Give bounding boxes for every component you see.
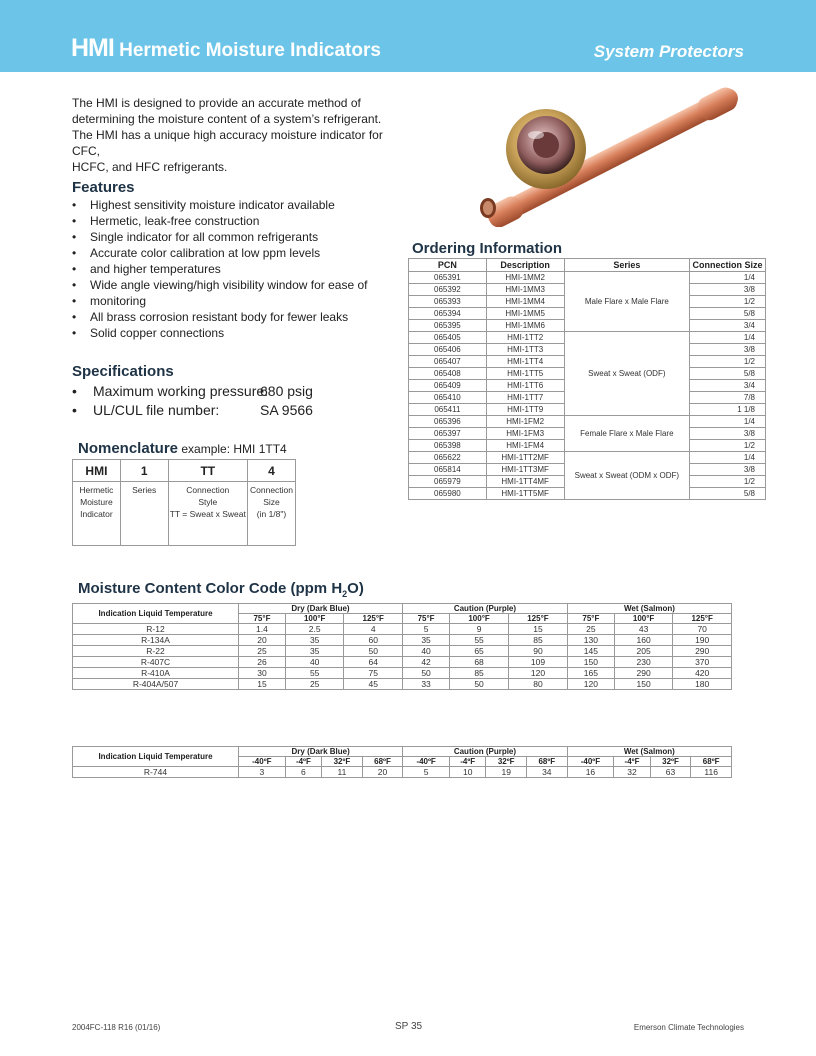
order-connection-size: 3/8 <box>690 428 766 440</box>
order-pcn: 065410 <box>409 392 487 404</box>
moisture-group-header: Dry (Dark Blue) <box>239 747 403 757</box>
moisture-ppm-value: 64 <box>344 657 403 668</box>
spec-value: 680 psig <box>260 383 313 399</box>
spec-label: Maximum working pressure: <box>93 383 269 399</box>
moisture-group-header: Wet (Salmon) <box>567 747 731 757</box>
order-description: HMI-1TT3 <box>486 344 564 356</box>
moisture-ppm-value: 230 <box>614 657 673 668</box>
moisture-ppm-value: 180 <box>673 679 732 690</box>
nom-desc: Series <box>120 482 168 546</box>
moisture-ppm-value: 290 <box>673 646 732 657</box>
order-description: HMI-1MM3 <box>486 284 564 296</box>
ordering-heading: Ordering Information <box>412 240 562 257</box>
moisture-ppm-value: 11 <box>322 767 363 778</box>
moisture-ppm-value: 85 <box>450 668 509 679</box>
specifications-list <box>72 382 352 420</box>
order-description: HMI-1TT2 <box>486 332 564 344</box>
moisture-ppm-value: 65 <box>450 646 509 657</box>
order-row <box>409 416 766 428</box>
spec-label: UL/CUL file number: <box>93 402 220 418</box>
moisture-ppm-value: 85 <box>509 635 568 646</box>
order-description: HMI-1MM4 <box>486 296 564 308</box>
moisture-ppm-value: 34 <box>527 767 568 778</box>
order-pcn: 065392 <box>409 284 487 296</box>
moisture-ppm-value: 90 <box>509 646 568 657</box>
feature-item: • Solid copper connections <box>72 325 372 341</box>
feature-item: • Hermetic, leak-free construction <box>72 213 372 229</box>
nom-header: HMI <box>73 460 121 482</box>
refrigerant-name: R-410A <box>73 668 239 679</box>
moisture-group-header: Dry (Dark Blue) <box>239 604 403 614</box>
moisture-temp-header: 100°F <box>614 614 673 624</box>
order-connection-size: 3/4 <box>690 380 766 392</box>
order-description: HMI-1TT3MF <box>486 464 564 476</box>
moisture-ppm-value: 68 <box>450 657 509 668</box>
spec-row: • UL/CUL file number: SA 9566 <box>72 402 313 418</box>
moisture-temp-header: 32ºF <box>650 757 691 767</box>
order-connection-size: 1/2 <box>690 296 766 308</box>
moisture-ppm-value: 45 <box>344 679 403 690</box>
moisture-ppm-value: 160 <box>614 635 673 646</box>
nomenclature-example: example: HMI 1TT4 <box>178 442 287 456</box>
moisture-temp-header: -40ºF <box>239 757 286 767</box>
moisture-temp-header: -4ºF <box>614 757 650 767</box>
order-connection-size: 5/8 <box>690 488 766 500</box>
order-pcn: 065622 <box>409 452 487 464</box>
moisture-temp-header: -40ºF <box>567 757 614 767</box>
moisture-temp-header: 32ºF <box>322 757 363 767</box>
moisture-ppm-value: 35 <box>285 646 344 657</box>
footer-company: Emerson Climate Technologies <box>633 1023 744 1032</box>
order-description: HMI-1MM6 <box>486 320 564 332</box>
moisture-row <box>73 646 732 657</box>
ordering-table <box>408 258 766 500</box>
moisture-ppm-value: 70 <box>673 624 732 635</box>
moisture-heading: Moisture Content Color Code (ppm $H_2O$) <box>78 580 364 599</box>
refrigerant-name: R-407C <box>73 657 239 668</box>
moisture-ppm-value: 35 <box>285 635 344 646</box>
order-row <box>409 332 766 344</box>
order-pcn: 065391 <box>409 272 487 284</box>
order-connection-size: 1/4 <box>690 272 766 284</box>
order-connection-size: 5/8 <box>690 368 766 380</box>
section-name: System Protectors <box>593 42 744 61</box>
order-pcn: 065408 <box>409 368 487 380</box>
moisture-ppm-value: 50 <box>450 679 509 690</box>
moisture-ppm-value: 25 <box>285 679 344 690</box>
moisture-group-header-row <box>73 604 732 614</box>
moisture-ppm-value: 145 <box>567 646 614 657</box>
nom-desc: Connection Style TT = Sweat x Sweat <box>168 482 248 546</box>
moisture-ppm-value: 20 <box>362 767 403 778</box>
order-description: HMI-1TT7 <box>486 392 564 404</box>
order-pcn: 065406 <box>409 344 487 356</box>
order-pcn: 065396 <box>409 416 487 428</box>
order-pcn: 065398 <box>409 440 487 452</box>
order-header: PCN <box>409 259 487 272</box>
moisture-ppm-value: 120 <box>567 679 614 690</box>
moisture-group-header: Caution (Purple) <box>403 747 567 757</box>
order-description: HMI-1FM2 <box>486 416 564 428</box>
page-title: HMI Hermetic Moisture Indicators <box>71 34 381 62</box>
moisture-ppm-value: 25 <box>567 624 614 635</box>
moisture-ppm-value: 35 <box>402 635 449 646</box>
moisture-temp-header: 32ºF <box>486 757 527 767</box>
order-description: HMI-1TT5MF <box>486 488 564 500</box>
footer-doc-number: 2004FC-118 R16 (01/16) <box>72 1023 161 1032</box>
moisture-table-standard <box>72 603 732 690</box>
features-list <box>72 197 372 341</box>
order-series: Sweat x Sweat (ODM x ODF) <box>564 452 690 500</box>
order-pcn: 065395 <box>409 320 487 332</box>
order-connection-size: 3/4 <box>690 320 766 332</box>
order-connection-size: 3/8 <box>690 344 766 356</box>
moisture-ppm-value: 1.4 <box>239 624 286 635</box>
order-pcn: 065397 <box>409 428 487 440</box>
moisture-temp-header: 125°F <box>509 614 568 624</box>
moisture-ppm-value: 5 <box>402 624 449 635</box>
order-row <box>409 272 766 284</box>
moisture-ppm-value: 2.5 <box>285 624 344 635</box>
moisture-indicator-product-image <box>478 87 748 227</box>
nom-header: 1 <box>120 460 168 482</box>
intro-text: The HMI is designed to provide an accurate method of determining the moisture content of a system’s refrigerant. The HMI has a unique high accuracy moisture indicator for CFC, HCFC, and HFC refrigerants. <box>72 96 383 174</box>
moisture-temp-header: 100°F <box>285 614 344 624</box>
order-description: HMI-1TT2MF <box>486 452 564 464</box>
order-pcn: 065411 <box>409 404 487 416</box>
refrigerant-name: R-134A <box>73 635 239 646</box>
order-pcn: 065394 <box>409 308 487 320</box>
moisture-temp-header: 125°F <box>344 614 403 624</box>
order-pcn: 065814 <box>409 464 487 476</box>
moisture-ppm-value: 116 <box>691 767 732 778</box>
moisture-ppm-value: 40 <box>285 657 344 668</box>
order-pcn: 065979 <box>409 476 487 488</box>
moisture-temp-header: 68ºF <box>527 757 568 767</box>
order-description: HMI-1TT4 <box>486 356 564 368</box>
feature-item: • Accurate color calibration at low ppm levels <box>72 245 372 261</box>
feature-item-continuation: • monitoring <box>72 293 372 309</box>
order-description: HMI-1TT9 <box>486 404 564 416</box>
order-connection-size: 5/8 <box>690 308 766 320</box>
moisture-ppm-value: 370 <box>673 657 732 668</box>
moisture-temp-header: 75°F <box>239 614 286 624</box>
order-pcn: 065980 <box>409 488 487 500</box>
moisture-ppm-value: 10 <box>449 767 485 778</box>
moisture-ppm-value: 165 <box>567 668 614 679</box>
order-series: Male Flare x Male Flare <box>564 272 690 332</box>
moisture-ppm-value: 150 <box>614 679 673 690</box>
order-pcn: 065405 <box>409 332 487 344</box>
order-description: HMI-1MM2 <box>486 272 564 284</box>
moisture-temp-header: 75°F <box>402 614 449 624</box>
order-description: HMI-1TT5 <box>486 368 564 380</box>
moisture-ppm-value: 33 <box>402 679 449 690</box>
moisture-ppm-value: 205 <box>614 646 673 657</box>
order-series: Sweat x Sweat (ODF) <box>564 332 690 416</box>
moisture-ppm-value: 16 <box>567 767 614 778</box>
moisture-corner-header: Indication Liquid Temperature <box>73 747 239 767</box>
spec-value: SA 9566 <box>260 402 313 418</box>
order-connection-size: 7/8 <box>690 392 766 404</box>
feature-item: • Highest sensitivity moisture indicator available <box>72 197 372 213</box>
nomenclature-heading: Nomenclature example: HMI 1TT4 <box>78 440 287 457</box>
moisture-corner-header: Indication Liquid Temperature <box>73 604 239 624</box>
nomenclature-table <box>72 459 296 546</box>
order-connection-size: 3/8 <box>690 284 766 296</box>
moisture-ppm-value: 190 <box>673 635 732 646</box>
moisture-ppm-value: 109 <box>509 657 568 668</box>
moisture-temp-header: 68ºF <box>362 757 403 767</box>
order-connection-size: 3/8 <box>690 464 766 476</box>
moisture-ppm-value: 75 <box>344 668 403 679</box>
order-connection-size: 1/2 <box>690 440 766 452</box>
moisture-ppm-value: 3 <box>239 767 286 778</box>
moisture-ppm-value: 80 <box>509 679 568 690</box>
moisture-temp-header: 75°F <box>567 614 614 624</box>
order-header: Description <box>486 259 564 272</box>
feature-item: • All brass corrosion resistant body for fewer leaks <box>72 309 372 325</box>
nom-desc: Connection Size (in 1/8") <box>248 482 296 546</box>
order-connection-size: 1/4 <box>690 452 766 464</box>
moisture-ppm-value: 32 <box>614 767 650 778</box>
moisture-temp-header: -40ºF <box>403 757 450 767</box>
moisture-ppm-value: 9 <box>450 624 509 635</box>
order-connection-size: 1/2 <box>690 356 766 368</box>
page-header <box>0 0 816 72</box>
moisture-ppm-value: 25 <box>239 646 286 657</box>
moisture-table-r744 <box>72 746 732 778</box>
order-description: HMI-1TT6 <box>486 380 564 392</box>
refrigerant-name: R-744 <box>73 767 239 778</box>
specifications-heading: Specifications <box>72 363 174 380</box>
order-header: Connection Size <box>690 259 766 272</box>
moisture-ppm-value: 60 <box>344 635 403 646</box>
refrigerant-name: R-404A/507 <box>73 679 239 690</box>
moisture-ppm-value: 420 <box>673 668 732 679</box>
moisture-ppm-value: 6 <box>285 767 321 778</box>
moisture-temp-header: 68ºF <box>691 757 732 767</box>
moisture-row <box>73 668 732 679</box>
moisture-temp-header: -4ºF <box>449 757 485 767</box>
nom-desc: Hermetic Moisture Indicator <box>73 482 121 546</box>
moisture-ppm-value: 4 <box>344 624 403 635</box>
order-connection-size: 1/2 <box>690 476 766 488</box>
moisture-ppm-value: 120 <box>509 668 568 679</box>
order-series: Female Flare x Male Flare <box>564 416 690 452</box>
moisture-ppm-value: 15 <box>239 679 286 690</box>
refrigerant-name: R-22 <box>73 646 239 657</box>
moisture-ppm-value: 290 <box>614 668 673 679</box>
moisture-ppm-value: 55 <box>285 668 344 679</box>
features-heading: Features <box>72 179 135 196</box>
moisture-ppm-value: 130 <box>567 635 614 646</box>
moisture-temp-header: 100°F <box>450 614 509 624</box>
moisture-temp-header: 125°F <box>673 614 732 624</box>
moisture-temp-header: -4ºF <box>285 757 321 767</box>
order-row <box>409 452 766 464</box>
feature-item: • Wide angle viewing/high visibility window for ease of <box>72 277 372 293</box>
moisture-row <box>73 635 732 646</box>
moisture-row <box>73 624 732 635</box>
moisture-row <box>73 679 732 690</box>
moisture-ppm-value: 30 <box>239 668 286 679</box>
order-connection-size: 1/4 <box>690 332 766 344</box>
moisture-ppm-value: 20 <box>239 635 286 646</box>
moisture-ppm-value: 40 <box>402 646 449 657</box>
moisture-row <box>73 767 732 778</box>
order-pcn: 065393 <box>409 296 487 308</box>
moisture-ppm-value: 19 <box>486 767 527 778</box>
moisture-group-header: Caution (Purple) <box>402 604 567 614</box>
moisture-group-header-row <box>73 747 732 757</box>
order-description: HMI-1FM3 <box>486 428 564 440</box>
moisture-ppm-value: 42 <box>402 657 449 668</box>
moisture-ppm-value: 15 <box>509 624 568 635</box>
nom-header: TT <box>168 460 248 482</box>
order-description: HMI-1FM4 <box>486 440 564 452</box>
order-connection-size: 1/4 <box>690 416 766 428</box>
moisture-ppm-value: 26 <box>239 657 286 668</box>
nom-header: 4 <box>248 460 296 482</box>
order-connection-size: 1 1/8 <box>690 404 766 416</box>
moisture-ppm-value: 50 <box>402 668 449 679</box>
moisture-ppm-value: 50 <box>344 646 403 657</box>
order-description: HMI-1MM5 <box>486 308 564 320</box>
moisture-row <box>73 657 732 668</box>
footer-page-number: SP 35 <box>395 1021 423 1032</box>
feature-item-continuation: • and higher temperatures <box>72 261 372 277</box>
moisture-ppm-value: 150 <box>567 657 614 668</box>
order-header: Series <box>564 259 690 272</box>
order-pcn: 065407 <box>409 356 487 368</box>
moisture-ppm-value: 5 <box>403 767 450 778</box>
moisture-group-header: Wet (Salmon) <box>567 604 731 614</box>
order-description: HMI-1TT4MF <box>486 476 564 488</box>
feature-item: • Single indicator for all common refrigerants <box>72 229 372 245</box>
refrigerant-name: R-12 <box>73 624 239 635</box>
spec-row: • Maximum working pressure: 680 psig <box>72 383 313 399</box>
moisture-ppm-value: 43 <box>614 624 673 635</box>
moisture-ppm-value: 55 <box>450 635 509 646</box>
order-pcn: 065409 <box>409 380 487 392</box>
moisture-ppm-value: 63 <box>650 767 691 778</box>
